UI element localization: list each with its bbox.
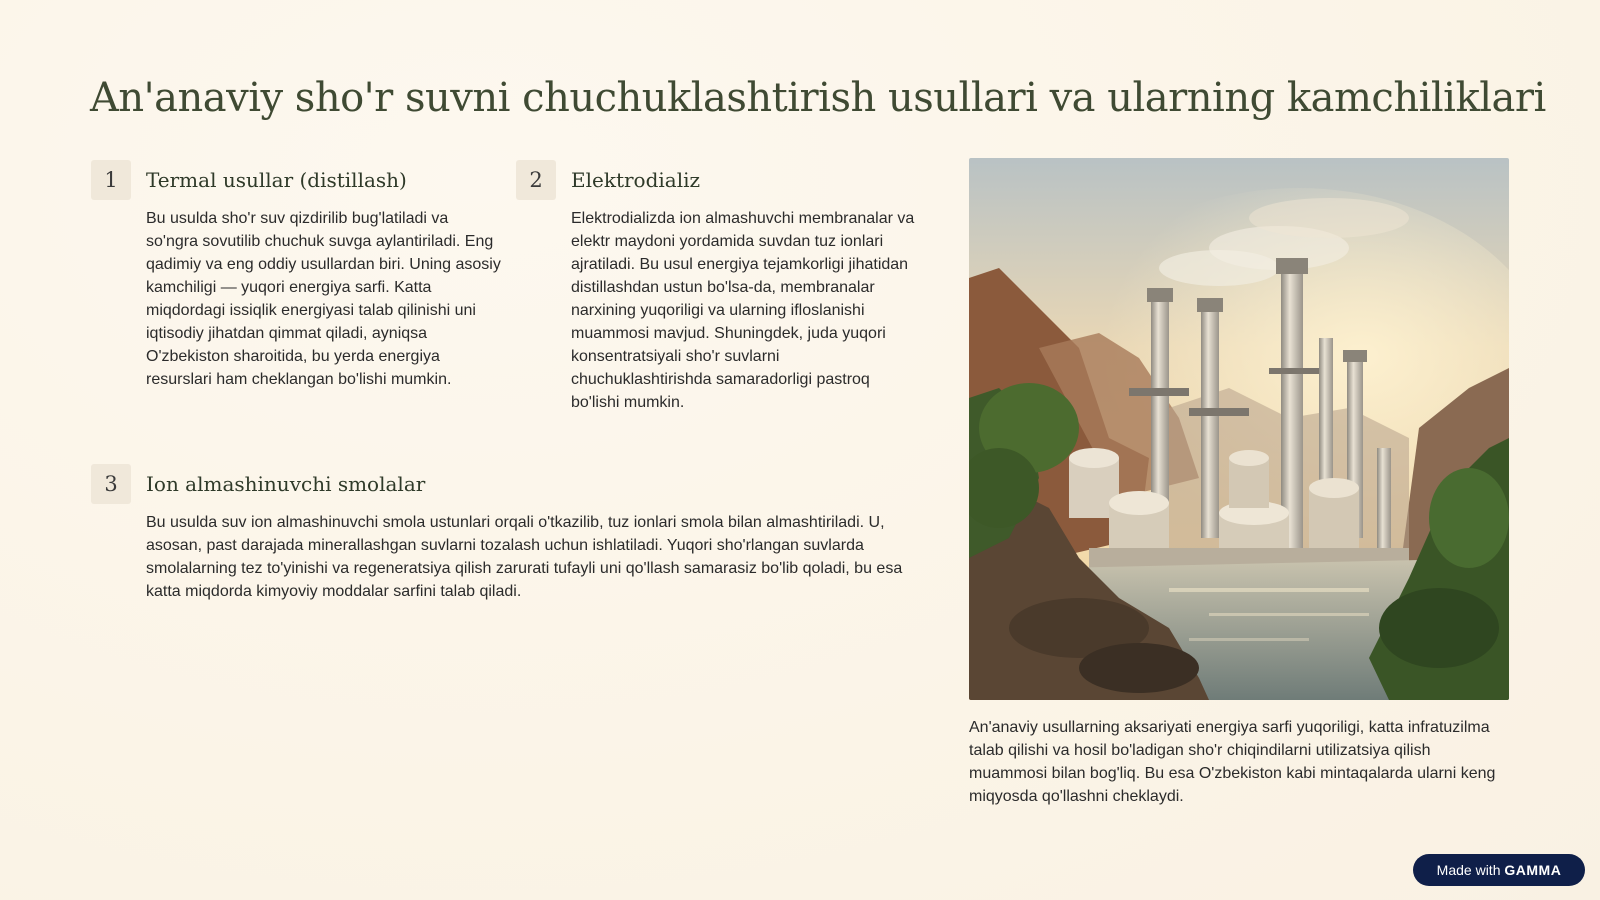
photo-caption: An'anaviy usullarning aksariyati energiya sarfi yuqoriligi, katta infratuzilma talab qilishi va hosil bo'ladigan sho'r chiqindilarni utilizatsiya qilish muammosi bilan bog'liq. Bu esa O'zbekiston kabi mintaqalarda ularni keng miqyosda qo'llashni cheklaydi. xyxy=(969,719,1496,805)
item-number: 1 xyxy=(91,160,131,200)
gamma-logo: GAMMA xyxy=(1504,862,1562,878)
industrial-plant-photo xyxy=(969,158,1509,700)
photo-illustration xyxy=(969,158,1509,700)
item-body: Bu usulda suv ion almashinuvchi smola ustunlari orqali o'tkazilib, tuz ionlari smola bilan almashtiriladi. U, asosan, past darajada minerallashgan suvlarni tozalash uchun ishlatiladi. Yuqori sho'rlangan suvlarda smolalarning tez to'yinishi va regeneratsiya qilish zarurati tufayli uni qo'llash samarasiz bo'lib qoladi, bu esa katta miqdorda kimyoviy moddalar sarfini talab qiladi. xyxy=(146,514,903,600)
item-number: 3 xyxy=(91,464,131,504)
badge-prefix: Made with xyxy=(1436,862,1501,878)
item-heading: Elektrodializ xyxy=(571,168,701,192)
made-with-gamma-badge[interactable] xyxy=(1413,854,1585,886)
item-body: Bu usulda sho'r suv qizdirilib bug'latiladi va so'ngra sovutilib chuchuk suvga aylantiriladi. Eng qadimiy va eng oddiy usullardan biri. Uning asosiy kamchiligi — yuqori energiya sarfi. Katta miqdordagi issiqlik energiyasi talab qilinishi uni iqtisodiy jihatdan qimmat qiladi, ayniqsa O'zbekiston sharoitida, bu yerda energiya resurslari ham cheklangan bo'lishi mumkin. xyxy=(146,210,501,388)
item-heading: Ion almashinuvchi smolalar xyxy=(146,472,426,496)
item-heading: Termal usullar (distillash) xyxy=(146,168,407,192)
item-number: 2 xyxy=(516,160,556,200)
slide-title: An'anaviy sho'r suvni chuchuklashtirish usullari va ularning kamchiliklari xyxy=(90,75,1546,121)
item-body: Elektrodializda ion almashuvchi membranalar va elektr maydoni yordamida suvdan tuz ionlari ajratiladi. Bu usul energiya tejamkorligi jihatidan distillashdan ustun bo'lsa-da, membranalar narxining yuqoriligi va ularning ifloslanishi muammosi mavjud. Shuningdek, juda yuqori konsentratsiyali sho'r suvlarni chuchuklashtirishda samaradorligi pastroq bo'lishi mumkin. xyxy=(571,210,915,411)
